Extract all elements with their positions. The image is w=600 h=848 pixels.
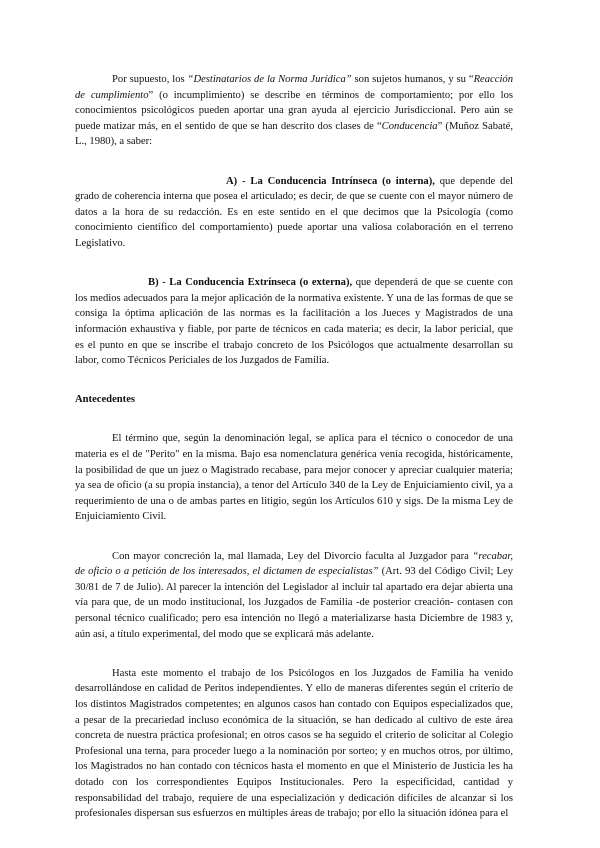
section-heading: Antecedentes (75, 394, 136, 406)
list-item-a (75, 174, 513, 252)
list-item-b (75, 275, 513, 369)
italic-term-conducencia: Conducencia (381, 120, 438, 132)
item-b-text: que dependerá de que se cuente con los medios adecuados para la mejor aplicación de la normativa existente. Y una de las formas de que se consiga la óptima aplicación de las normas es la facilitación a los Jueces y Magistrados de una información exhaustiva y fiable, por parte de técnicos en cada materia; es decir, la labor pericial, que es el punto en que se inscribe el trabajo concreto de los Psicólogos que actualmente desarrollan su labor, como Técnicos Periciales de los Juzgados de Familia. (75, 277, 514, 367)
paragraph-ley-divorcio (75, 549, 513, 643)
item-a-text: que depende del grado de coherencia interna que posea el articulado; es decir, de que se cuente con el mayor número de datos a la hora de su redacción. Es en este sentido en el que decimos que la Psicología (como conocimiento científico del comportamiento) puede aportar una valiosa colaboración en el terreno Legislativo. (75, 175, 513, 249)
italic-term-destinatarios: “Destinatarios de la Norma Jurídica” (187, 74, 352, 85)
text-run: Con mayor concreción la, mal llamada, Ley del Divorcio faculta al Juzgador para (112, 550, 473, 562)
paragraph-psicologos: Hasta este momento el trabajo de los Psicólogos en los Juzgados de Familia ha venido desarrollándose en calidad de Peritos independientes. Y ello de maneras diferentes según el criterio de los distintos Magistrados competentes; en algunos casos han contado con Equipos especializados que, a pesar de la precariedad incluso económica de la situación, se han dedicado al cultivo de este área concreta de nuestra práctica profesional; en otros casos se ha seguido el criterio de solicitar al Colegio Profesional una terna, para proceder luego a la nominación por sorteo; y en muchos otros, por último, los Magistrados no han contado con técnicos hasta el momento en que el Ministerio de Justicia les ha dotado con los correspondientes Equipos Institucionales. Pero la especificidad, cantidad y responsabilidad del trabajo, requiere de una especialización y dedicación difíciles de alcanzar si los profesionales dispersan sus esfuerzos en múltiples áreas de trabajo; por ello la situación idónea para el (75, 667, 513, 820)
text-run: ” (Muñoz Sabaté, L., 1980), a saber: (75, 120, 513, 148)
text-run: (Art. 93 del Código Civil; Ley 30/81 de 7 de Julio). Al parecer la intención del Legislador al incluir tal apartado era dejar abierta una vía para que, de un modo institucional, los Juzgados de Familia -de posterior creación- contasen con personal técnico cualificado; pero esa intención no llegó a materializarse hasta Diciembre de 1983 y, aún así, a título experimental, del modo que se explicará más adelante. (75, 566, 514, 640)
item-a-heading: A) - La Conducencia Intrínseca (o interna), (226, 175, 435, 187)
item-b-heading: B) - La Conducencia Extrínseca (o externa), (148, 277, 353, 289)
paragraph-perito: El término que, según la denominación legal, se aplica para el técnico o conocedor de una materia es el de "Perito" en la misma. Bajo esa nomenclatura genérica venía recogida, históricamente, la posibilidad de que un juez o Magistrado recabase, para mejor conocer y apreciar cualquier materia; ya sea de oficio (a su propia instancia), a tenor del Artículo 340 de la Ley de Enjuiciamiento civil, ya a requerimiento de una o de ambas partes en litigio, según los Artículos 610 y sigs. De la misma Ley de Enjuiciamiento Civil. (75, 433, 513, 523)
paragraph-intro (75, 72, 513, 150)
text-run: son sujetos humanos, y su “ (351, 74, 474, 85)
text-run: Por supuesto, los (112, 74, 188, 85)
italic-quote-recabar: “recabar, de oficio o a petición de los interesados, el dictamen de especialistas” (75, 550, 513, 578)
italic-term-reaccion: Reacción de cumplimiento (75, 74, 513, 101)
text-run: ” (o incumplimiento) se describe en términos de comportamiento; por ello los conocimientos psicológicos pueden aportar una gran ayuda al ejercicio Jurisdiccional. Pero aún se puede matizar más, en el sentido de que se han descrito dos clases de “ (75, 89, 513, 132)
